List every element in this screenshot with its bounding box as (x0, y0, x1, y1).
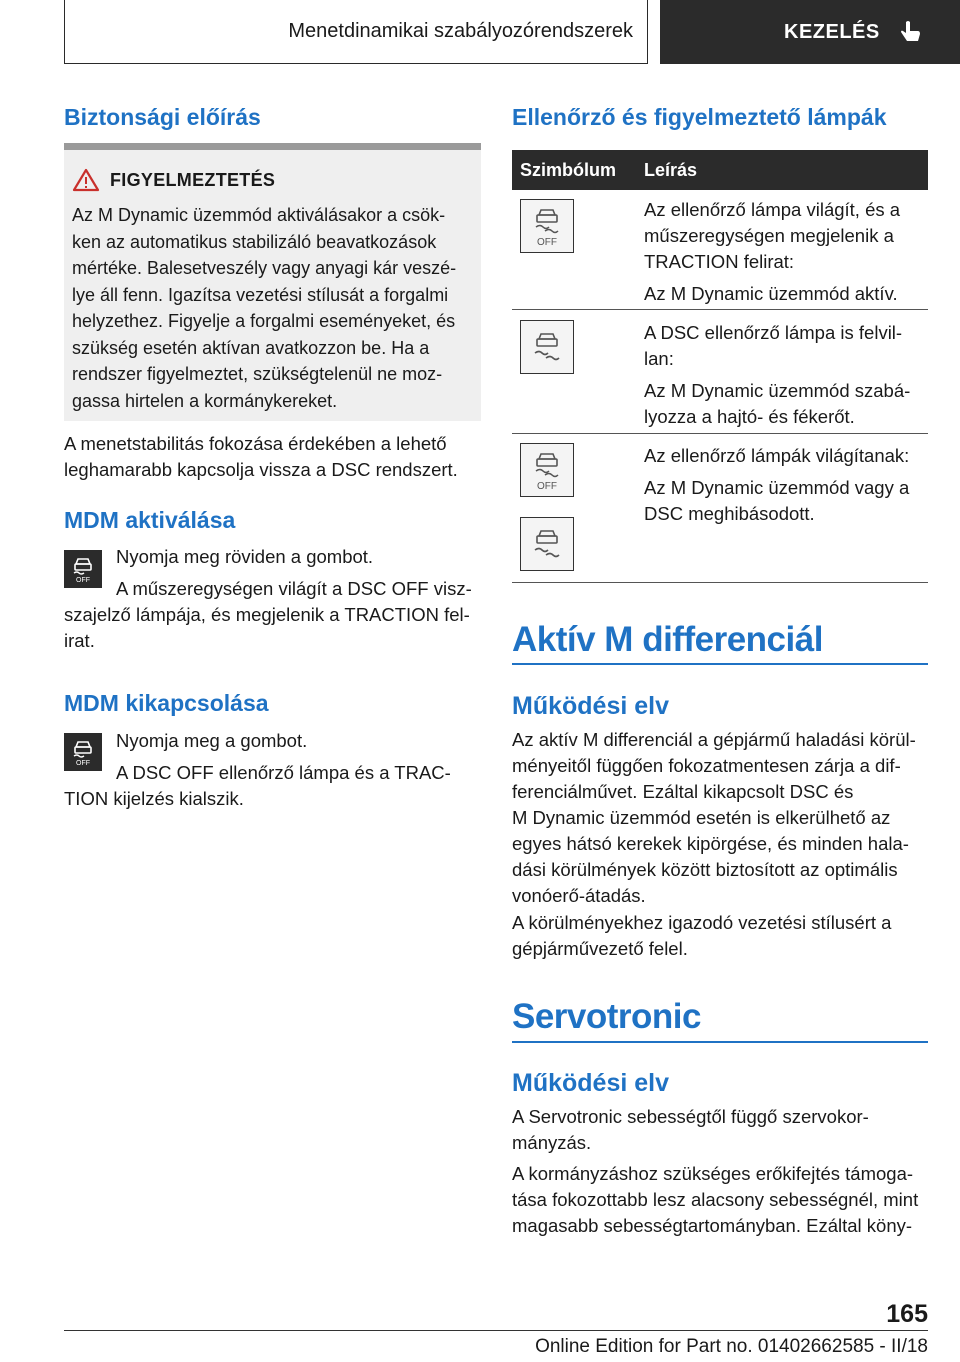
servotronic-title-rule (512, 1041, 928, 1043)
header-section-title (64, 0, 648, 64)
mdm-deactivation-heading: MDM kikapcsolása (64, 690, 269, 716)
stability-paragraph: A menetstabilitás fokozása érdekében a lehető leghamarabb kapcsolja vissza a DSC rendszert. (64, 433, 458, 480)
safety-heading: Biztonsági előírás (64, 104, 261, 130)
amd-paragraph-1: Az aktív M differenciál a gépjármű haladási körül- ményeitől függően fokozatmentesen zárja a dif- ferenciálművet. Ezáltal kikapcsolt DSC és M Dynamic üzemmód esetén is elkerülhető az egyes hátsó kerekek kipörgése, és minden hala- dási körülmények között biztosított az optimális vonóerő-átadás. (512, 729, 916, 906)
servotronic-paragraph-2: A kormányzáshoz szükséges erőkifejtés támoga- tása fokozottabb lesz alacsony sebességnél, mint magasabb sebességtartományban. Ezáltal köny- (512, 1163, 919, 1236)
row3-description: Az ellenőrző lámpák világítanak: Az M Dynamic üzemmód vagy a DSC meghibásodott. (644, 445, 910, 524)
lamps-heading: Ellenőrző és figyelmeztető lámpák (512, 104, 887, 130)
dsc-lamp-icon (520, 517, 574, 571)
col-description: Leírás (644, 160, 698, 180)
pointing-hand-icon (898, 19, 924, 45)
row2-description: A DSC ellenőrző lámpa is felvil- lan: Az M Dynamic üzemmód szabá- lyozza a hajtó- és fékerőt. (644, 322, 911, 427)
mdm-deactivation-result: A DSC OFF ellenőrző lámpa és a TRAC- TION kijelzés kialszik. (64, 762, 451, 809)
mdm-activation-step: Nyomja meg röviden a gombot. (116, 546, 374, 567)
mdm-activation-heading: MDM aktiválása (64, 507, 236, 533)
table-row-divider (512, 582, 928, 583)
table-row-divider (512, 433, 928, 434)
table-row-divider (512, 309, 928, 310)
svg-text:OFF: OFF (537, 237, 557, 248)
traction-off-lamp-icon (520, 199, 574, 253)
footer-rule (64, 1330, 928, 1331)
edition-footer: Online Edition for Part no. 01402662585 - II/18 (535, 1336, 928, 1357)
servotronic-title: Servotronic (512, 997, 701, 1036)
amd-title-rule (512, 663, 928, 665)
svg-text:OFF: OFF (537, 481, 557, 492)
lamps-table-header (512, 150, 928, 190)
chapter-label: KEZELÉS (784, 20, 880, 43)
traction-off-lamp-icon (520, 443, 574, 497)
page-number: 165 (886, 1300, 928, 1328)
warning-text: Az M Dynamic üzemmód aktiválásakor a csök- ken az automatikus stabilizáló beavatkozások mértéke. Balesetveszély vagy anyagi kár veszé- lye áll fenn. Igazítsa vezetési stílusát a forgalmi helyzethez. Figyelje a forgalmi eseményeket, és szükség esetén aktívan avatkozzon be. Ha a rendszer figyelmeztet, szükségtelenül ne moz- gassa hirtelen a kormánykereket. (72, 205, 457, 411)
col-symbol: Szimbólum (520, 160, 617, 180)
header-chapter-tab (660, 0, 960, 64)
dsc-lamp-icon (520, 320, 574, 374)
warning-triangle-icon (72, 168, 100, 192)
row1-description: Az ellenőrző lámpa világít, és a műszeregységen megjelenik a TRACTION felirat: Az M Dynamic üzemmód aktív. (644, 199, 901, 304)
svg-text:OFF: OFF (76, 760, 90, 767)
section-title: Menetdinamikai szabályozórendszerek (288, 20, 633, 42)
warning-title: FIGYELMEZTETÉS (110, 170, 276, 190)
mdm-deactivation-step: Nyomja meg a gombot. (116, 730, 308, 751)
mdm-activation-result: A műszeregységen világít a DSC OFF visz- szajelző lámpája, és megjelenik a TRACTION fel- irat. (64, 578, 472, 651)
amd-paragraph-2: A körülményekhez igazodó vezetési stílusért a gépjárművezető felel. (512, 912, 892, 959)
amd-principle-heading: Működési elv (512, 692, 669, 720)
servotronic-principle-heading: Működési elv (512, 1069, 669, 1097)
amd-title: Aktív M differenciál (512, 620, 823, 659)
svg-text:OFF: OFF (76, 577, 90, 584)
servotronic-paragraph-1: A Servotronic sebességtől függő szervokor- mányzás. (512, 1106, 869, 1153)
